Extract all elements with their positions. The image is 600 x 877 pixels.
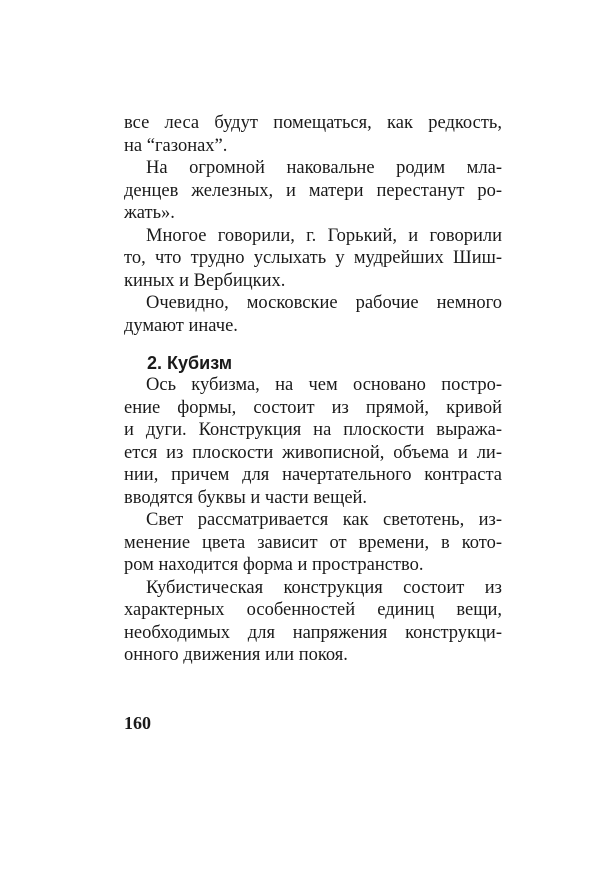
- text-line: вводятся буквы и части вещей.: [124, 487, 368, 508]
- paragraph: [124, 112, 502, 157]
- text-line: онного движения или покоя.: [124, 645, 348, 665]
- text-line: Ось кубизма, на чем основано постро-: [146, 375, 502, 395]
- text-line: то, что трудно услыхать у мудрейших Шиш-: [124, 248, 502, 268]
- text-line: и дуги. Конструкция на плоскости выража-: [124, 420, 502, 440]
- paragraph: [124, 225, 502, 293]
- text-line: Очевидно, московские рабочие немного: [146, 293, 502, 313]
- text-line: необходимых для напряжения конструкци-: [124, 622, 502, 643]
- paragraph: [124, 509, 502, 577]
- paragraph: [124, 157, 502, 225]
- text-line: ром находится форма и пространство.: [124, 555, 424, 575]
- text-line: Кубистическая конструкция состоит из: [146, 577, 502, 598]
- section-heading: 2. Кубизм: [147, 353, 233, 373]
- paragraph: [124, 374, 502, 509]
- text-line: все леса будут помещаться, как редкость,: [124, 113, 502, 133]
- text-line: Свет рассматривается как светотень, из-: [146, 510, 502, 530]
- text-line: на “газонах”.: [124, 135, 228, 156]
- text-line: киных и Вербицких.: [124, 270, 286, 291]
- text-line: Многое говорили, г. Горький, и говорили: [146, 225, 502, 246]
- text-block-1: [124, 112, 502, 337]
- text-line: думают иначе.: [124, 315, 238, 336]
- text-line: нии, причем для начертательного контраста: [124, 465, 502, 485]
- text-line: ение формы, состоит из прямой, кривой: [124, 397, 502, 418]
- text-line: ется из плоскости живописной, объема и ли-: [124, 442, 502, 463]
- text-line: характерных особенностей единиц вещи,: [124, 600, 502, 620]
- text-line: На огромной наковальне родим мла-: [146, 158, 502, 178]
- text-block-2: [124, 374, 502, 667]
- page-number: 160: [124, 713, 151, 733]
- paragraph: [124, 292, 502, 337]
- text-line: жать».: [124, 203, 175, 223]
- text-line: денцев железных, и матери перестанут ро-: [124, 180, 502, 201]
- paragraph: [124, 577, 502, 667]
- text-line: менение цвета зависит от времени, в кото-: [124, 532, 502, 553]
